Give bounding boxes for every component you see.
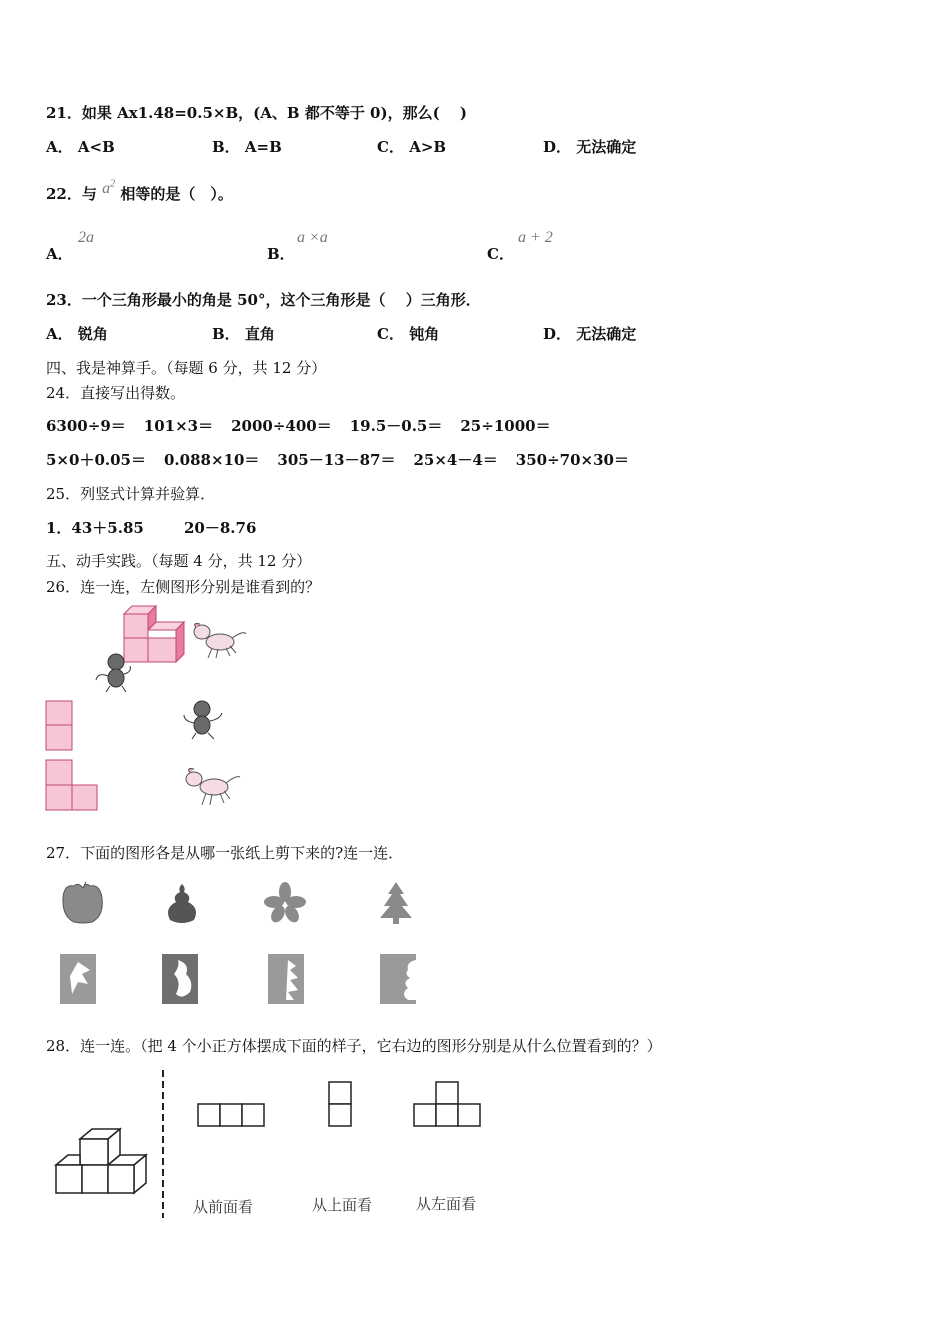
q28-left-view[interactable] — [413, 1081, 483, 1129]
q24-item: 2000÷400＝ — [231, 417, 332, 435]
q25-item-2: 20－8.76 — [184, 519, 257, 537]
q21-text-f: B — [286, 104, 300, 122]
q24-stem: 24．直接写出得数。 — [46, 384, 186, 402]
q21-text-b: Ax1.48=0.5×B — [117, 104, 239, 122]
q21-option-b[interactable]: B． A=B — [212, 138, 282, 156]
q21-text-c: ，( — [238, 104, 261, 122]
q21-option-d[interactable]: D． 无法确定 — [543, 138, 637, 156]
q28-stem: 28．连一连。（把 4 个小正方体摆成下面的样子，它右边的图形分别是从什么位置看到的？） — [46, 1037, 662, 1055]
q26-monkey-option-icon[interactable] — [180, 697, 226, 743]
q28-front-view[interactable] — [197, 1103, 267, 1129]
q27-gourd-shape[interactable] — [162, 880, 202, 926]
q23-option-d[interactable]: D． 无法确定 — [543, 325, 637, 343]
q22-option-c-expr: a + 2 — [518, 229, 553, 246]
q23-option-b[interactable]: B． 直角 — [212, 325, 275, 343]
q24-item: 101×3＝ — [143, 417, 214, 435]
q24-item: 6300÷9＝ — [46, 417, 126, 435]
q28-dashed-divider — [160, 1070, 166, 1220]
q27-paper-3[interactable] — [266, 952, 306, 1006]
q27-tree-shape[interactable] — [376, 880, 416, 924]
q27-paper-4[interactable] — [378, 952, 418, 1006]
q23-option-c[interactable]: C． 钝角 — [377, 325, 440, 343]
q22-option-a-expr: 2a — [78, 229, 94, 246]
q28-label-left[interactable]: 从左面看 — [416, 1195, 477, 1213]
q26-dog-option-icon[interactable] — [182, 765, 242, 809]
q21-text-i: ，那么( ) — [387, 104, 468, 122]
q27-paper-1[interactable] — [58, 952, 98, 1006]
q24-item: 19.5－0.5＝ — [349, 417, 443, 435]
q25-item-1: 1．43＋5.85 — [46, 519, 144, 537]
q22-option-b-expr: a ×a — [297, 229, 328, 246]
q22-option-b[interactable]: B． — [267, 245, 295, 263]
q21-num: 21． — [46, 104, 82, 122]
q26-view-vertical-two — [45, 700, 75, 752]
q21-option-c[interactable]: C． A>B — [377, 138, 447, 156]
q27-stem: 27．下面的图形各是从哪一张纸上剪下来的?连一连． — [46, 844, 404, 862]
q22-expr-a-squared: $a^2$ — [102, 178, 116, 197]
q24-item: 0.088×10＝ — [163, 451, 260, 469]
q22-option-a[interactable]: A． — [46, 245, 73, 263]
q27-paper-2[interactable] — [160, 952, 200, 1006]
q25-stem: 25．列竖式计算并验算． — [46, 485, 216, 503]
q24-row-2 — [46, 449, 647, 470]
q24-item: 25÷1000＝ — [460, 417, 551, 435]
section-5-heading: 五、动手实践。（每题 4 分，共 12 分） — [46, 552, 312, 570]
q27-flower-shape[interactable] — [262, 880, 308, 924]
q21-text-e: 、 — [271, 104, 287, 122]
q24-item: 5×0＋0.05＝ — [46, 451, 146, 469]
q21-text-d: A — [260, 104, 272, 122]
section-4-heading: 四、我是神算手。（每题 6 分，共 12 分） — [46, 359, 327, 377]
q21-text-g: 都不等于 — [299, 104, 371, 122]
q26-view-l-shape — [45, 759, 100, 812]
q22-option-c[interactable]: C． — [487, 245, 514, 263]
q24-item: 305－13－87＝ — [277, 451, 396, 469]
q21-option-a[interactable]: A． A<B — [46, 138, 115, 156]
q28-cube-arrangement — [52, 1125, 152, 1197]
q21-text-a: 如果 — [81, 104, 118, 122]
q24-row-1 — [46, 415, 569, 436]
q24-item: 350÷70×30＝ — [515, 451, 629, 469]
q27-apple-shape[interactable] — [60, 880, 106, 926]
q26-dog-icon — [190, 620, 250, 662]
q26-monkey-icon — [92, 650, 136, 694]
q23-option-a[interactable]: A． 锐角 — [46, 325, 108, 343]
q28-label-front[interactable]: 从前面看 — [193, 1198, 254, 1216]
q22-stem: 22．与 $a^2$ 相等的是（ ）。 — [46, 178, 233, 203]
q21-text-h: 0) — [370, 104, 388, 122]
q28-top-view[interactable] — [328, 1081, 354, 1129]
q28-label-top[interactable]: 从上面看 — [312, 1196, 373, 1214]
q26-stem: 26．连一连，左侧图形分别是谁看到的？ — [46, 578, 321, 596]
q23-stem: 23．一个三角形最小的角是 50°，这个三角形是（ ）三角形． — [46, 291, 481, 309]
q21-stem — [46, 102, 467, 123]
q24-item: 25×4－4＝ — [413, 451, 498, 469]
